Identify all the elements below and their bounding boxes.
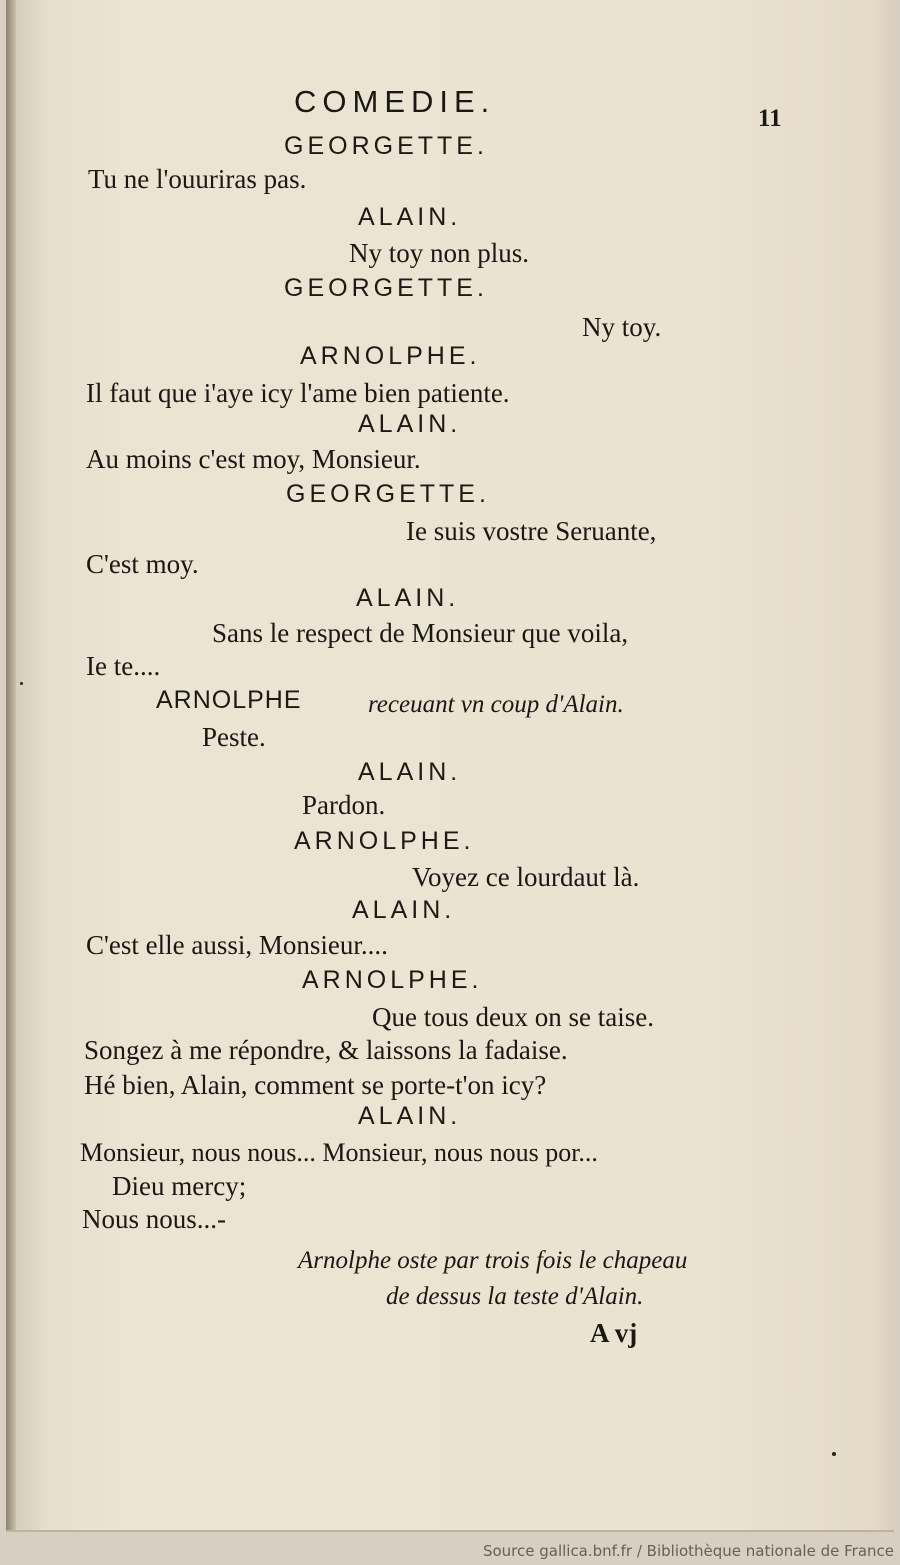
verse-line: Ny toy non plus. [349, 238, 530, 268]
page-number: 11 [758, 105, 782, 132]
verse-line: Voyez ce lourdaut là. [412, 862, 640, 892]
verse-line: Ie suis vostre Seruante, [406, 516, 657, 546]
verse-line: Monsieur, nous nous... Monsieur, nous nous por... [80, 1138, 598, 1167]
speaker-arnolphe: ARNOLPHE [156, 686, 302, 714]
speaker-alain: ALAIN. [358, 203, 462, 231]
speaker-alain: ALAIN. [352, 896, 456, 924]
verse-line: C'est elle aussi, Monsieur.... [86, 930, 388, 960]
signature-mark: A vj [590, 1318, 638, 1348]
speaker-alain: ALAIN. [356, 584, 460, 612]
verse-line: Peste. [202, 722, 266, 752]
speaker-georgette: GEORGETTE. [284, 132, 488, 160]
verse-line: Songez à me répondre, & laissons la fadaise. [84, 1035, 568, 1065]
ink-speck [832, 1452, 836, 1456]
ink-speck [20, 682, 23, 685]
page-binding-edge [6, 0, 16, 1530]
verse-line: Hé bien, Alain, comment se porte-t'on icy? [84, 1070, 547, 1100]
stage-direction: Arnolphe oste par trois fois le chapeau [298, 1247, 688, 1274]
speaker-alain: ALAIN. [358, 758, 462, 786]
verse-line: Pardon. [302, 790, 386, 820]
verse-line: Ie te.... [86, 651, 161, 681]
verse-line: Dieu mercy; [112, 1171, 247, 1201]
speaker-georgette: GEORGETTE. [284, 274, 488, 302]
stage-direction: de dessus la teste d'Alain. [386, 1283, 644, 1310]
verse-line: Ny toy. [582, 312, 662, 342]
verse-line: Sans le respect de Monsieur que voila, [212, 618, 629, 648]
speaker-arnolphe: ARNOLPHE. [300, 342, 481, 370]
running-header: COMEDIE. [294, 84, 496, 119]
speaker-georgette: GEORGETTE. [286, 480, 490, 508]
verse-line: Nous nous...- [82, 1204, 227, 1234]
verse-line: Que tous deux on se taise. [372, 1002, 654, 1032]
verse-line: Tu ne l'ouuriras pas. [88, 164, 307, 194]
speaker-arnolphe: ARNOLPHE. [294, 827, 475, 855]
speaker-arnolphe: ARNOLPHE. [302, 966, 483, 994]
speaker-alain: ALAIN. [358, 410, 462, 438]
verse-line: C'est moy. [86, 549, 199, 579]
speaker-alain: ALAIN. [358, 1102, 462, 1130]
book-page [6, 0, 894, 1532]
verse-line: Il faut que i'aye icy l'ame bien patiente. [86, 378, 510, 408]
stage-direction: receuant vn coup d'Alain. [368, 691, 624, 718]
source-attribution: Source gallica.bnf.fr / Bibliothèque nationale de France [482, 1542, 894, 1560]
verse-line: Au moins c'est moy, Monsieur. [86, 444, 421, 474]
